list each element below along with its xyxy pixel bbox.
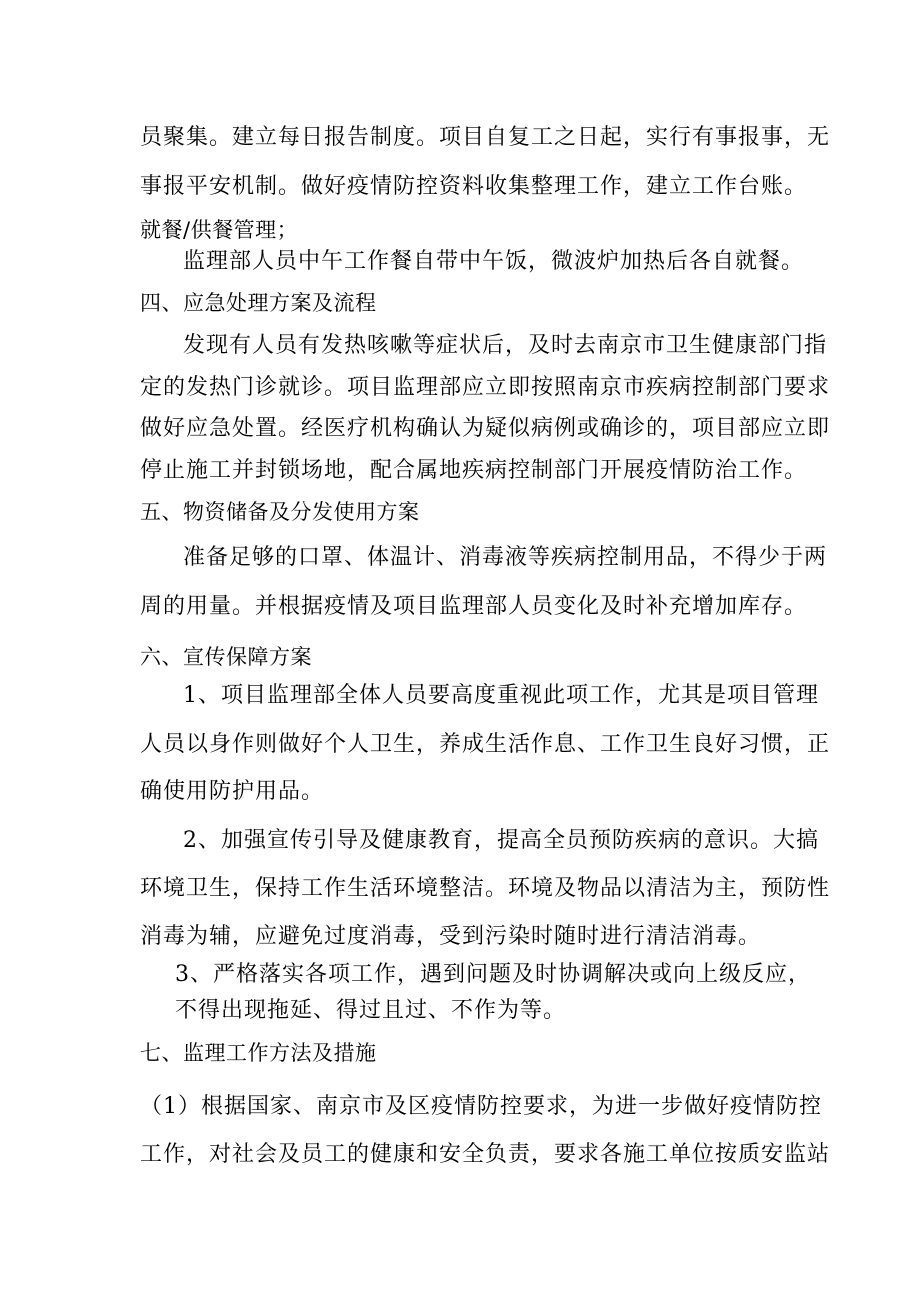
- list-item-3-line: 3、严格落实各项工作，遇到问题及时协调解决或向上级反应，: [175, 962, 811, 987]
- body-text-line: 定的发热门诊就诊。项目监理部应立即按照南京市疾病控制部门要求: [140, 375, 831, 400]
- body-text-line: 发现有人员有发热咳嗽等症状后，及时去南京市卫生健康部门指: [183, 333, 828, 358]
- section-heading-5: 五、物资储备及分发使用方案: [140, 500, 420, 524]
- body-text-line: 工作，对社会及员工的健康和安全负责，要求各施工单位按质安监站: [140, 1142, 831, 1167]
- body-text-line: 做好应急处置。经医疗机构确认为疑似病例或确诊的，项目部应立即: [140, 416, 831, 441]
- body-text-line: 确使用防护用品。: [140, 779, 325, 804]
- body-text-line: 不得出现拖延、得过且过、不作为等。: [175, 998, 567, 1023]
- body-text-line: 员聚集。建立每日报告制度。项目自复工之日起，实行有事报事，无: [140, 125, 831, 150]
- list-item-1-line: 1、项目监理部全体人员要高度重视此项工作，尤其是项目管理: [183, 683, 819, 708]
- section-heading-4: 四、应急处理方案及流程: [140, 291, 377, 315]
- body-text-line: 消毒为辅，应避免过度消毒，受到污染时随时进行清洁消毒。: [140, 924, 762, 949]
- subheading: 就餐/供餐管理；: [140, 218, 299, 242]
- body-text-line: 准备足够的口罩、体温计、消毒液等疾病控制用品，不得少于两: [183, 545, 828, 570]
- body-text-line: 事报平安机制。做好疫情防控资料收集整理工作，建立工作台账。: [140, 174, 808, 199]
- body-text-line: 监理部人员中午工作餐自带中午饭，微波炉加热后各自就餐。: [183, 249, 805, 274]
- body-text-line: （1）根据国家、南京市及区疫情防控要求，为进一步做好疫情防控: [140, 1094, 822, 1119]
- section-heading-6: 六、宣传保障方案: [140, 645, 312, 669]
- list-item-2-line: 2、加强宣传引导及健康教育，提高全员预防疾病的意识。大搞: [183, 828, 819, 853]
- body-text-line: 停止施工并封锁场地，配合属地疾病控制部门开展疫情防治工作。: [140, 458, 808, 483]
- section-heading-7: 七、监理工作方法及措施: [140, 1041, 377, 1065]
- body-text-line: 环境卫生，保持工作生活环境整洁。环境及物品以清洁为主，预防性: [140, 876, 831, 901]
- body-text-line: 人员以身作则做好个人卫生，养成生活作息、工作卫生良好习惯，正: [140, 732, 831, 757]
- body-text-line: 周的用量。并根据疫情及项目监理部人员变化及时补充增加库存。: [140, 594, 808, 619]
